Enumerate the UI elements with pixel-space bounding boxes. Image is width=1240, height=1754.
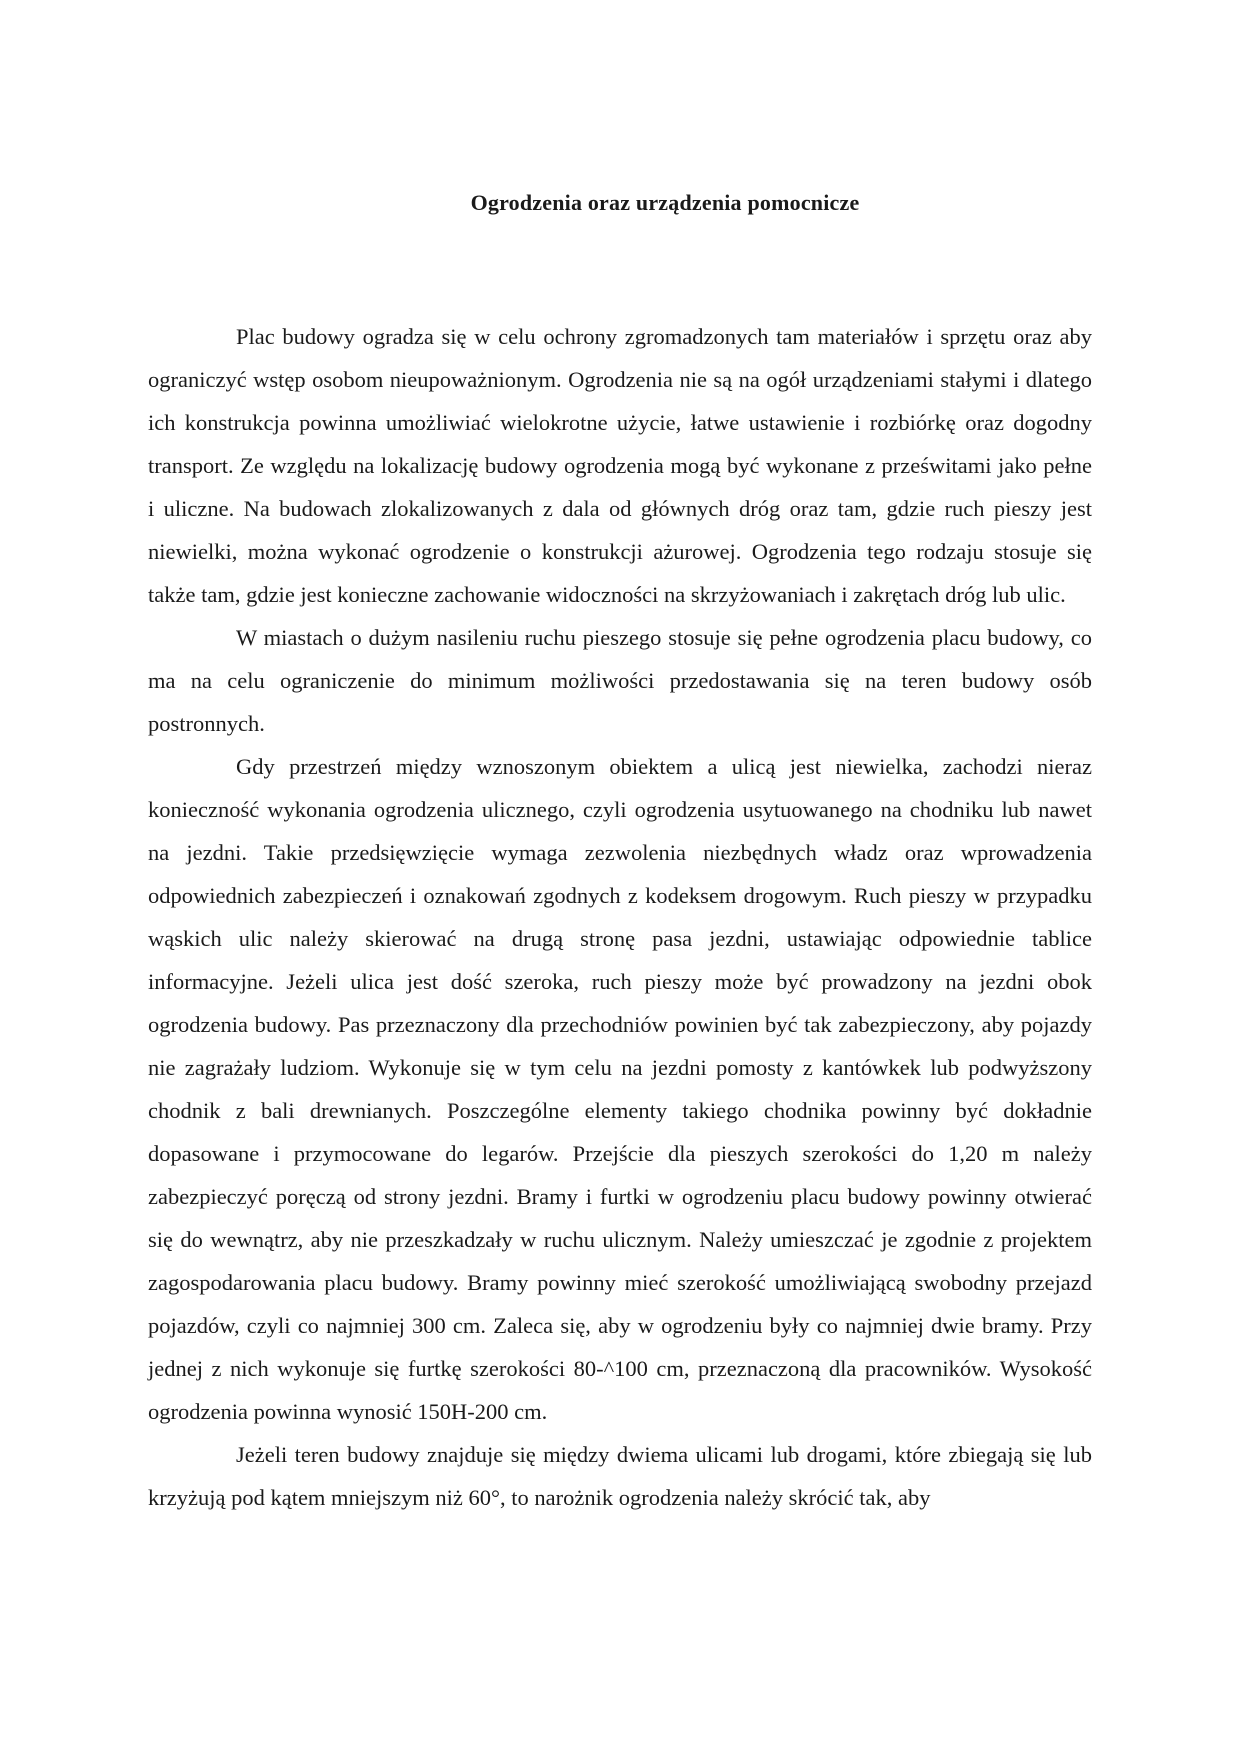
paragraph-3: Gdy przestrzeń między wznoszonym obiektem a ulicą jest niewielka, zachodzi nieraz konieczność wykonania ogrodzenia ulicznego, czyli ogrodzenia usytuowanego na chodniku lub nawet na jezdni. Takie przedsięwzięcie wymaga zezwolenia niezbędnych władz oraz wprowadzenia odpowiednich zabezpieczeń i oznakowań zgodnych z kodeksem drogowym. Ruch pieszy w przypadku wąskich ulic należy skierować na drugą stronę pasa jezdni, ustawiając odpowiednie tablice informacyjne. Jeżeli ulica jest dość szeroka, ruch pieszy może być prowadzony na jezdni obok ogrodzenia budowy. Pas przeznaczony dla przechodniów powinien być tak zabezpieczony, aby pojazdy nie zagrażały ludziom. Wykonuje się w tym celu na jezdni pomosty z kantówkek lub podwyższony chodnik z bali drewnianych. Poszczególne elementy takiego chodnika powinny być dokładnie dopasowane i przymocowane do legarów. Przejście dla pieszych szerokości do 1,20 m należy zabezpieczyć poręczą od strony jezdni. Bramy i furtki w ogrodzeniu placu budowy powinny otwierać się do wewnątrz, aby nie przeszkadzały w ruchu ulicznym. Należy umieszczać je zgodnie z projektem zagospodarowania placu budowy. Bramy powinny mieć szerokość umożliwiającą swobodny przejazd pojazdów, czyli co najmniej 300 cm. Zaleca się, aby w ogrodzeniu były co najmniej dwie bramy. Przy jednej z nich wykonuje się furtkę szerokości 80-^100 cm, przeznaczoną dla pracowników. Wysokość ogrodzenia powinna wynosić 150H-200 cm. (148, 754, 1092, 1424)
paragraph-4: Jeżeli teren budowy znajduje się między dwiema ulicami lub drogami, które zbiegają się lub krzyżują pod kątem mniejszym niż 60°, to narożnik ogrodzenia należy skrócić tak, aby (148, 1442, 1092, 1510)
document-body (148, 315, 1092, 1519)
paragraph-1: Plac budowy ogradza się w celu ochrony zgromadzonych tam materiałów i sprzętu oraz aby ograniczyć wstęp osobom nieupoważnionym. Ogrodzenia nie są na ogół urządzeniami stałymi i dlatego ich konstrukcja powinna umożliwiać wielokrotne użycie, łatwe ustawienie i rozbiórkę oraz dogodny transport. Ze względu na lokalizację budowy ogrodzenia mogą być wykonane z prześwitami jako pełne i uliczne. Na budowach zlokalizowanych z dala od głównych dróg oraz tam, gdzie ruch pieszy jest niewielki, można wykonać ogrodzenie o konstrukcji ażurowej. Ogrodzenia tego rodzaju stosuje się także tam, gdzie jest konieczne zachowanie widoczności na skrzyżowaniach i zakrętach dróg lub ulic. (148, 324, 1092, 607)
document-title: Ogrodzenia oraz urządzenia pomocnicze (470, 190, 860, 215)
paragraph-2: W miastach o dużym nasileniu ruchu pieszego stosuje się pełne ogrodzenia placu budowy, co ma na celu ograniczenie do minimum możliwości przedostawania się na teren budowy osób postronnych. (148, 625, 1092, 736)
